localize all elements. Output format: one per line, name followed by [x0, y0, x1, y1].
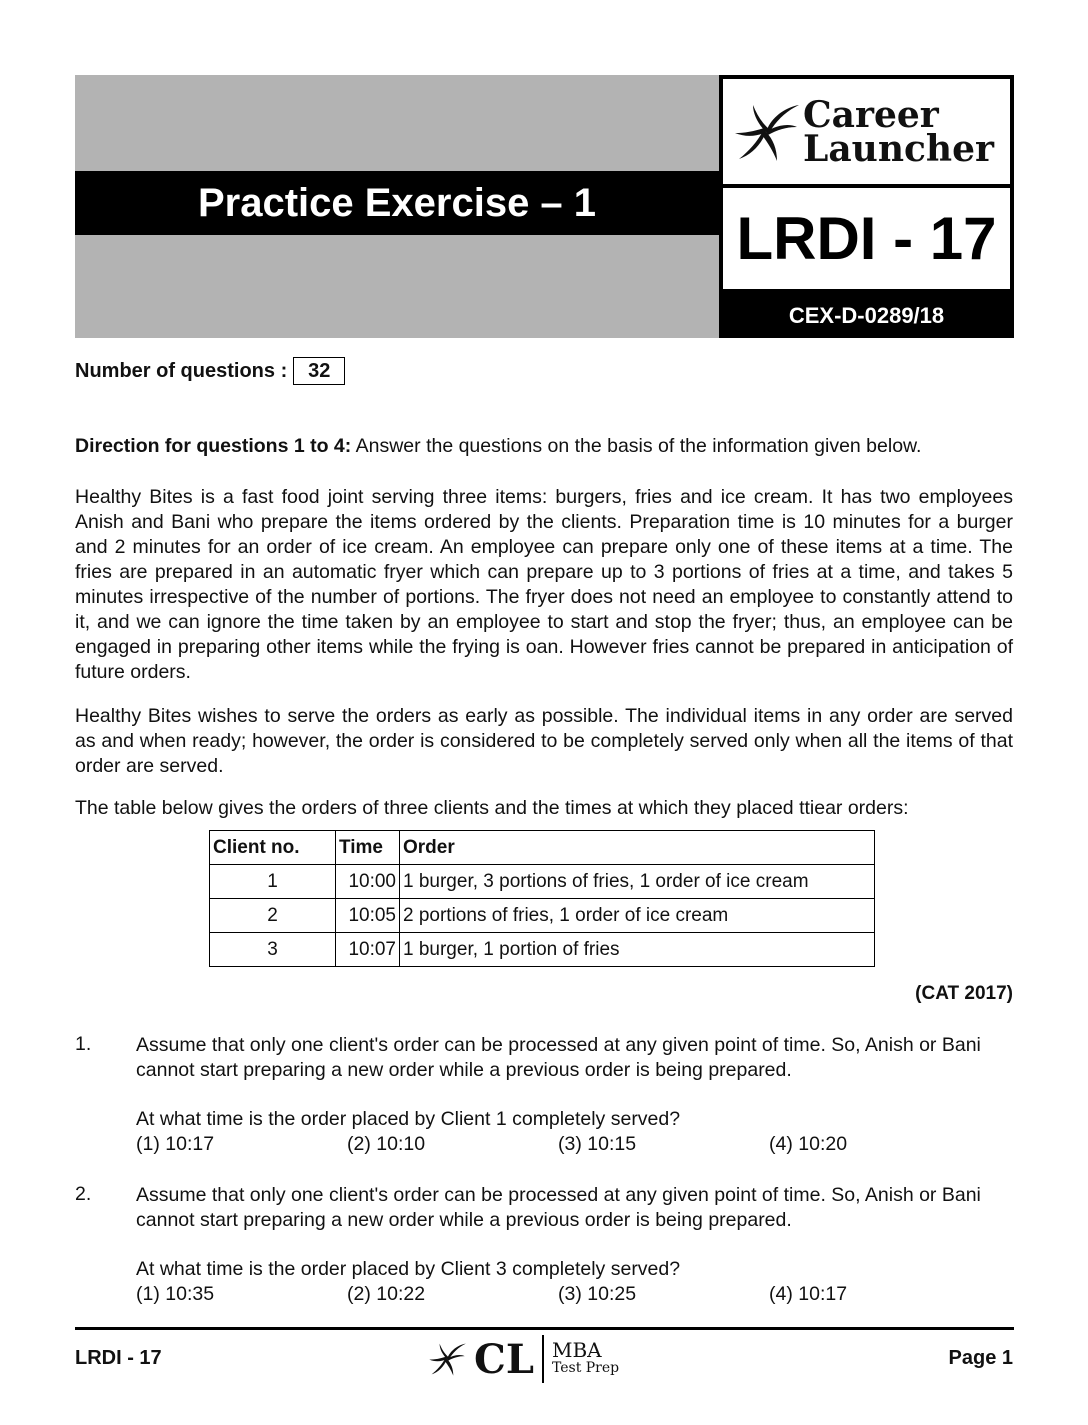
page-title: Practice Exercise – 1 — [75, 171, 719, 235]
question-ask: At what time is the order placed by Client 1 completely served? — [136, 1108, 681, 1130]
column-header: Time — [336, 831, 400, 865]
footer-logo-separator — [542, 1335, 544, 1383]
swirl-logo-icon — [731, 97, 801, 167]
table-cell: 1 burger, 1 portion of fries — [400, 933, 875, 967]
table-cell: 10:00 — [336, 865, 400, 899]
footer-logo-mba-text: MBA — [551, 1338, 602, 1362]
answer-option: (3) 10:25 — [558, 1283, 637, 1305]
paragraph-1: Healthy Bites is a fast food joint serving three items: burgers, fries and ice cream. It has two employees Anish and Bani who prepare the items ordered by the clients. Preparation time is 10 minutes for a burger and 2 minutes for an order of ice cream. An employee can prepare only one of these items at a time. The fries are prepared in an automatic fryer which can prepare up to 3 portions of fries at a time, and takes 5 minutes irrespective of the number of portions. The fryer does not need an employee to constantly attend to it, and we can ignore the time taken by an employee to start and stop the fryer; thus, an employee can be engaged in preparing other items while the frying is oan. However fries cannot be prepared in anticipation of future orders. — [75, 486, 1013, 683]
answer-option: (2) 10:10 — [347, 1133, 426, 1155]
table-cell: 1 burger, 3 portions of fries, 1 order of ice cream — [400, 865, 875, 899]
answer-option: (1) 10:35 — [136, 1283, 215, 1305]
table-cell: 10:05 — [336, 899, 400, 933]
paragraph-3: The table below gives the orders of three clients and the times at which they placed ttiear orders: — [75, 797, 909, 819]
question-number: 2. — [75, 1183, 92, 1205]
document-id: CEX-D-0289/18 — [719, 293, 1014, 338]
direction-body: Answer the questions on the basis of the information given below. — [351, 435, 922, 457]
direction-label: Direction for questions 1 to 4: — [75, 435, 352, 457]
column-header: Order — [400, 831, 875, 865]
table-row — [210, 865, 875, 899]
question-number: 1. — [75, 1033, 92, 1055]
direction-text — [75, 434, 1013, 459]
answer-option: (4) 10:17 — [769, 1283, 848, 1305]
answer-option: (1) 10:17 — [136, 1133, 215, 1155]
column-header: Client no. — [210, 831, 336, 865]
page-number: Page 1 — [948, 1347, 1013, 1369]
footer-logo — [424, 1333, 619, 1385]
exercise-code: LRDI - 17 — [719, 188, 1014, 293]
table-cell: 10:07 — [336, 933, 400, 967]
paragraph-2: Healthy Bites wishes to serve the orders as early as possible. The individual items in any order are served as and when ready; however, the order is considered to be completely served only when all the items of that order are served. — [75, 705, 1013, 777]
footer-logo-cl: CL — [474, 1335, 534, 1383]
brand-name — [803, 93, 994, 170]
answer-option: (2) 10:22 — [347, 1283, 426, 1305]
table-header-row — [210, 831, 875, 865]
brand-line-2: Launcher — [803, 127, 994, 170]
source-label: (CAT 2017) — [915, 983, 1013, 1004]
footer-logo-mba — [551, 1338, 620, 1377]
number-of-questions — [75, 357, 345, 385]
brand-line-1: Career — [803, 93, 939, 136]
question-ask: At what time is the order placed by Client 3 completely served? — [136, 1258, 681, 1280]
swirl-logo-icon — [424, 1339, 470, 1379]
number-of-questions-value: 32 — [293, 357, 345, 385]
number-of-questions-label: Number of questions : — [75, 359, 288, 382]
answer-option: (3) 10:15 — [558, 1133, 637, 1155]
footer-logo-testprep-text: Test Prep — [551, 1360, 620, 1376]
table-cell: 2 — [210, 899, 336, 933]
table-row — [210, 899, 875, 933]
footer-code: LRDI - 17 — [75, 1347, 162, 1369]
career-launcher-logo — [719, 75, 1014, 188]
table-cell: 1 — [210, 865, 336, 899]
orders-table — [209, 830, 875, 967]
answer-option: (4) 10:20 — [769, 1133, 848, 1155]
table-cell: 3 — [210, 933, 336, 967]
table-row — [210, 933, 875, 967]
question-premise: Assume that only one client's order can be processed at any given point of time. So, Anish or Bani cannot start preparing a new order while a previous order is being prepared. — [136, 1184, 981, 1231]
footer-divider — [75, 1327, 1014, 1330]
table-cell: 2 portions of fries, 1 order of ice cream — [400, 899, 875, 933]
question-premise: Assume that only one client's order can be processed at any given point of time. So, Anish or Bani cannot start preparing a new order while a previous order is being prepared. — [136, 1034, 981, 1081]
